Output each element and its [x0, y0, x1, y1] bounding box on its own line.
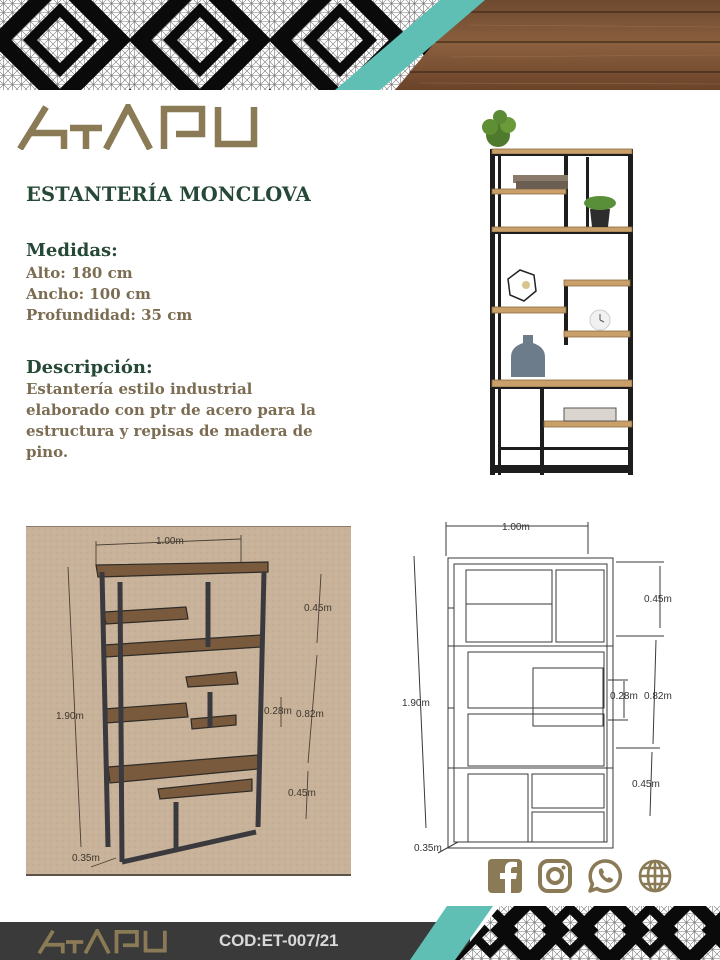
medida-profundidad: Profundidad: 35 cm — [26, 306, 193, 324]
atapu-logo — [16, 104, 258, 150]
render-middle-label: 0.82m — [296, 709, 324, 720]
descripcion-line: Estantería estilo industrial — [26, 380, 253, 398]
lineart-width-label: 1.00m — [502, 522, 530, 533]
descripcion-line: elaborado con ptr de acero para la — [26, 401, 316, 419]
medida-alto: Alto: 180 cm — [26, 264, 133, 282]
whatsapp-icon[interactable] — [587, 858, 623, 894]
medidas-list — [26, 263, 192, 326]
lineart-inner-label: 0.28m — [610, 691, 638, 702]
product-code: COD:ET-007/21 — [219, 931, 339, 950]
render-top-label: 0.45m — [304, 603, 332, 614]
plant-decor — [482, 110, 516, 147]
descripcion-line: pino. — [26, 443, 69, 461]
social-links — [487, 858, 673, 896]
globe-icon[interactable] — [637, 858, 673, 894]
render-inner-label: 0.28m — [264, 706, 292, 717]
render-bottom-label: 0.45m — [288, 788, 316, 799]
lineart-depth-label: 0.35m — [414, 843, 442, 854]
lineart-drawing — [398, 518, 688, 858]
product-photo — [468, 105, 648, 483]
render-width-label: 1.00m — [156, 536, 184, 547]
render-drawing — [26, 526, 351, 876]
render-height-label: 1.90m — [56, 711, 84, 722]
medida-ancho: Ancho: 100 cm — [26, 285, 151, 303]
header-pattern-graphic — [0, 0, 720, 90]
footer-atapu-logo — [37, 929, 167, 954]
medidas-heading: Medidas: — [26, 240, 118, 261]
descripcion-text — [26, 379, 356, 463]
lineart-bottom-label: 0.45m — [632, 779, 660, 790]
instagram-icon[interactable] — [537, 858, 573, 894]
lineart-middle-label: 0.82m — [644, 691, 672, 702]
render-depth-label: 0.35m — [72, 853, 100, 864]
lineart-top-label: 0.45m — [644, 594, 672, 605]
render-drawing-svg — [26, 527, 351, 876]
lineart-height-label: 1.90m — [402, 698, 430, 709]
facebook-icon[interactable] — [487, 858, 523, 894]
descripcion-line: estructura y repisas de madera de — [26, 422, 313, 440]
product-title: ESTANTERÍA MONCLOVA — [26, 183, 311, 206]
header-banner — [0, 0, 720, 90]
descripcion-heading: Descripción: — [26, 357, 153, 378]
